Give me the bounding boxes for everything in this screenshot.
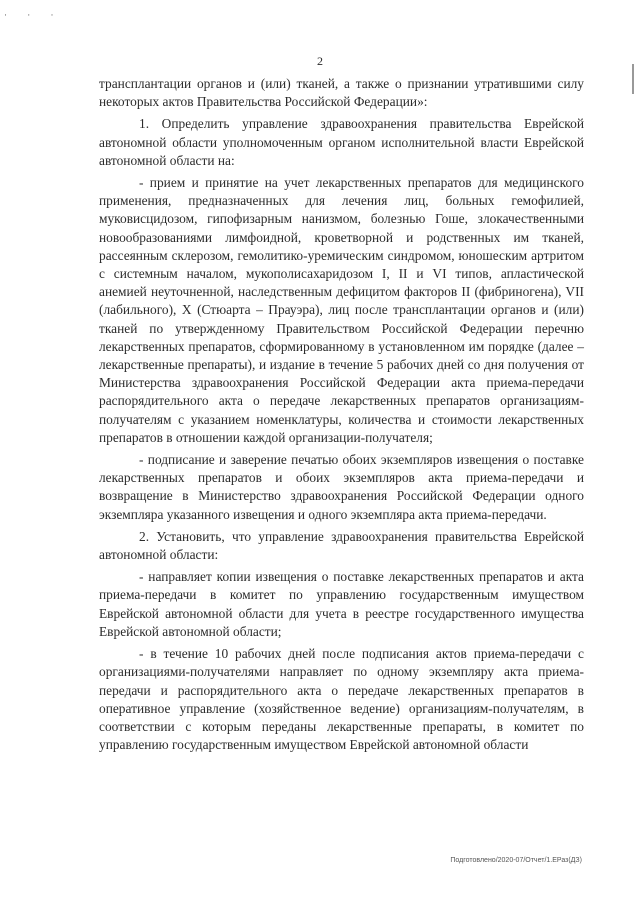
paragraph-continuation: трансплантации органов и (или) тканей, а также о признании утратившими силу некоторых актов Правительства Российской Федерации»:: [99, 76, 584, 110]
paragraph-bullet-acceptance: - прием и принятие на учет лекарственных препаратов для медицинского применения, предназначенных для лечения лиц, больных гемофилией, муковисцидозом, гипофизарным нанизмом, болезнью Гоше, злокачественными новообразованиями лимфоидной, кроветворной и родственных им тканей, рассеянным склерозом, гемолитико-уремическим синдромом, юношеским артритом с системным началом, мукополисахаридозом I, II и VI типов, апластической анемией неуточненной, наследственным дефицитом факторов II (фибриногена), VII (лабильного), X (Стюарта – Прауэра), лиц после трансплантации органов и (или) тканей по утвержденному Правительством Российской Федерации перечню лекарственных препаратов, сформированному в установленном им порядке (далее – лекарственные препараты), и издание в течение 5 рабочих дней со дня получения от Министерства здравоохранения Российской Федерации акта приема-передачи распорядительного акта о передаче лекарственных препаратов организациям-получателям с указанием номенклатуры, количества и стоимости лекарственных препаратов в отношении каждой организации-получателя;: [99, 175, 584, 445]
paragraph-item-1: 1. Определить управление здравоохранения правительства Еврейской автономной области уполномоченным органом исполнительной власти Еврейской автономной области на:: [99, 116, 584, 168]
paragraph-item-2: 2. Установить, что управление здравоохранения правительства Еврейской автономной области:: [99, 528, 584, 563]
paragraph-bullet-copies: - направляет копии извещения о поставке лекарственных препаратов и акта приема-передачи в комитет по управлению государственным имуществом Еврейской автономной области для учета в реестре государственного имущества Еврейской автономной области;: [99, 569, 584, 639]
document-body: [99, 75, 584, 758]
paragraph-bullet-acts: - в течение 10 рабочих дней после подписания актов приема-передачи с организациями-получателями направляет по одному экземпляру акта приема-передачи и распорядительного акта о передаче лекарственных препаратов в оперативное управление (хозяйственное ведение) организациям-получателям, в соответствии с которым переданы лекарственные препараты, в комитет по управлению государственным имуществом Еврейской автономной области: [99, 646, 584, 753]
footer-document-code: Подготовлено/2020-07/Отчет/1.ЕРаз(ДЗ): [450, 857, 582, 864]
paragraph-bullet-signing: - подписание и заверение печатью обоих экземпляров извещения о поставке лекарственных препаратов и обоих экземпляров акта приема-передачи и возвращение в Министерство здравоохранения Российской Федерации одного экземпляра указанного извещения и одного экземпляра акта приема-передачи.: [99, 452, 584, 522]
page-number: 2: [317, 54, 323, 68]
scan-specks: · · ·: [4, 10, 63, 20]
